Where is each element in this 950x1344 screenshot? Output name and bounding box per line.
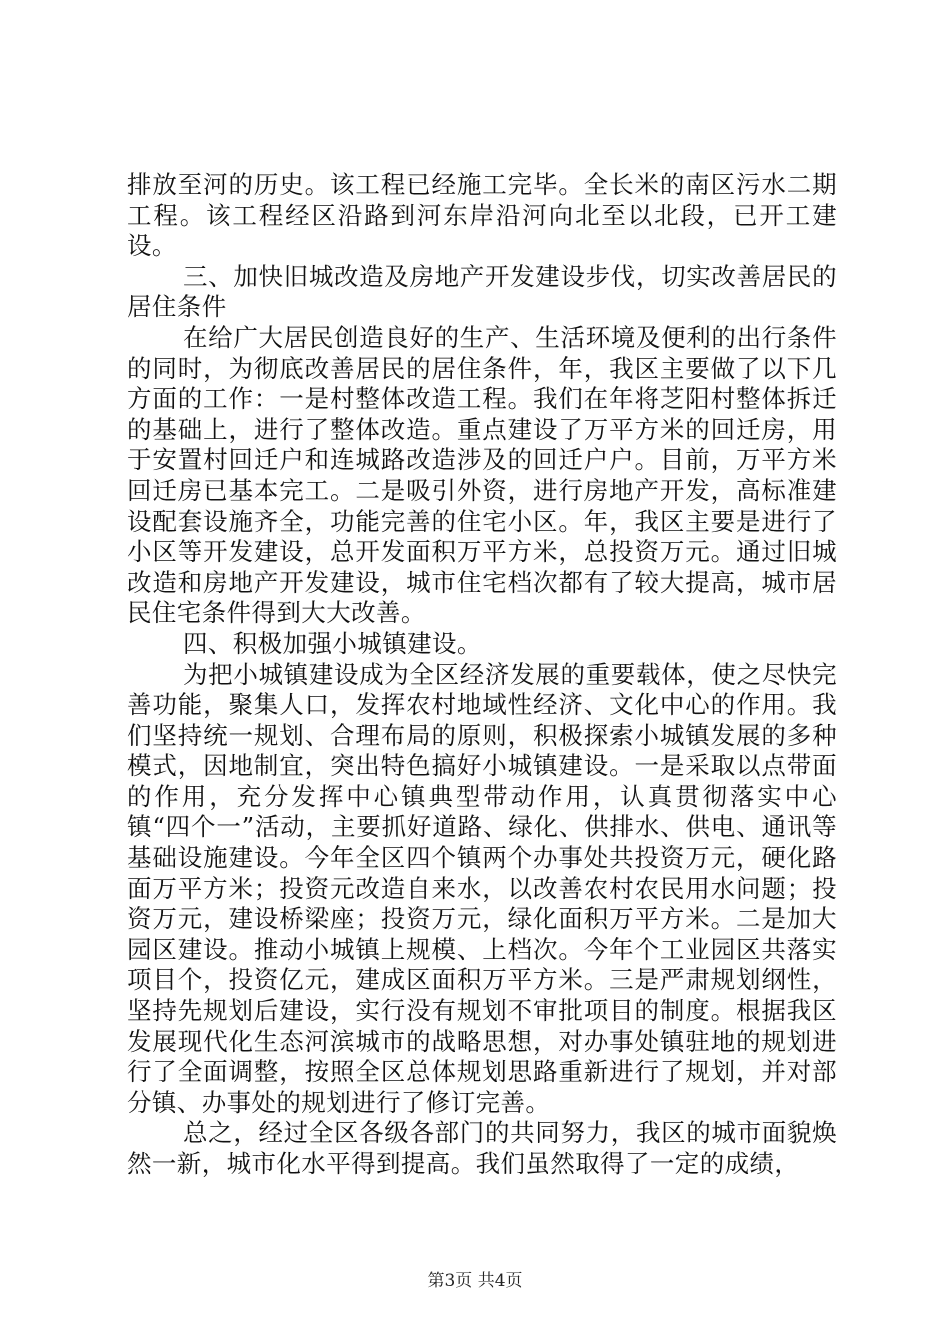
paragraph-small-towns: 为把小城镇建设成为全区经济发展的重要载体，使之尽快完善功能，聚集人口，发挥农村地域性经济、文化中心的作用。我们坚持统一规划、合理布局的原则，积极探索小城镇发展的多种模式，因地制宜，突出特色搞好小城镇建设。一是采取以点带面的作用，充分发挥中心镇典型带动作用，认真贯彻落实中心镇“四个一”活动，主要抓好道路、绿化、供排水、供电、通讯等基础设施建设。今年全区四个镇两个办事处共投资万元，硬化路面万平方米；投资元改造自来水，以改善农村农民用水问题；投资万元，建设桥梁座；投资万元，绿化面积万平方米。二是加大园区建设。推动小城镇上规模、上档次。今年个工业园区共落实项目个，投资亿元，建成区面积万平方米。三是严肃规划纲性，坚持先规划后建设，实行没有规划不审批项目的制度。根据我区发展现代化生态河滨城市的战略思想，对办事处镇驻地的规划进行了全面调整，按照全区总体规划思路重新进行了规划，并对部分镇、办事处的规划进行了修订完善。 xyxy=(127,659,837,1117)
section-heading-3: 三、加快旧城改造及房地产开发建设步伐，切实改善居民的居住条件 xyxy=(127,261,837,322)
paragraph-summary: 总之，经过全区各级各部门的共同努力，我区的城市面貌焕然一新，城市化水平得到提高。我们虽然取得了一定的成绩， xyxy=(127,1118,837,1178)
document-body xyxy=(127,170,837,1180)
page-footer xyxy=(0,1271,950,1291)
section-heading-4: 四、积极加强小城镇建设。 xyxy=(183,628,482,658)
paragraph-continuation: 排放至河的历史。该工程已经施工完毕。全长米的南区污水二期工程。该工程经区沿路到河东岸沿河向北至以北段，已开工建设。 xyxy=(127,170,837,261)
page-number-label: 第3页 共4页 xyxy=(427,1271,523,1291)
paragraph-housing: 在给广大居民创造良好的生产、生活环境及便利的出行条件的同时，为彻底改善居民的居住条件，年，我区主要做了以下几方面的工作：一是村整体改造工程。我们在年将芝阳村整体拆迁的基础上，进行了整体改造。重点建设了万平方米的回迁房，用于安置村回迁户和连城路改造涉及的回迁户户。目前，万平方米回迁房已基本完工。二是吸引外资，进行房地产开发，高标准建设配套设施齐全，功能完善的住宅小区。年，我区主要是进行了小区等开发建设，总开发面积万平方米，总投资万元。通过旧城改造和房地产开发建设，城市住宅档次都有了较大提高，城市居民住宅条件得到大大改善。 xyxy=(127,322,837,628)
